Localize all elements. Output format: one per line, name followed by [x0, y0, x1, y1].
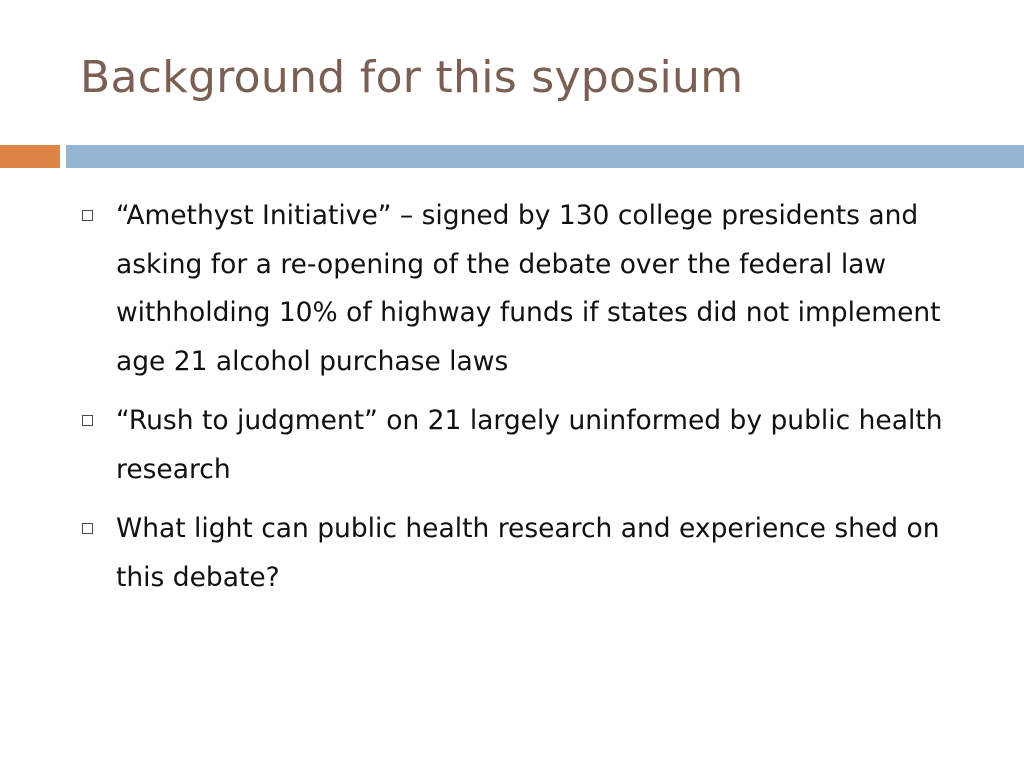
bullet-item: [80, 397, 960, 494]
hollow-square-bullet-icon: [82, 210, 93, 221]
bullet-text: “Rush to judgment” on 21 largely uninformed by public health research: [116, 405, 943, 485]
title-accent-bar-orange: [0, 145, 60, 168]
bullet-list: [80, 192, 960, 613]
title-accent-bar-blue: [66, 145, 1024, 168]
bullet-item: [80, 192, 960, 386]
hollow-square-bullet-icon: [82, 415, 93, 426]
bullet-item: [80, 505, 960, 602]
bullet-text: What light can public health research and experience shed on this debate?: [116, 513, 940, 593]
slide-title: Background for this syposium: [80, 52, 744, 103]
hollow-square-bullet-icon: [82, 523, 93, 534]
bullet-text: “Amethyst Initiative” – signed by 130 college presidents and asking for a re-opening of the debate over the federal law withholding 10% of highway funds if states did not implement age 21 alcohol purchase laws: [116, 200, 941, 377]
